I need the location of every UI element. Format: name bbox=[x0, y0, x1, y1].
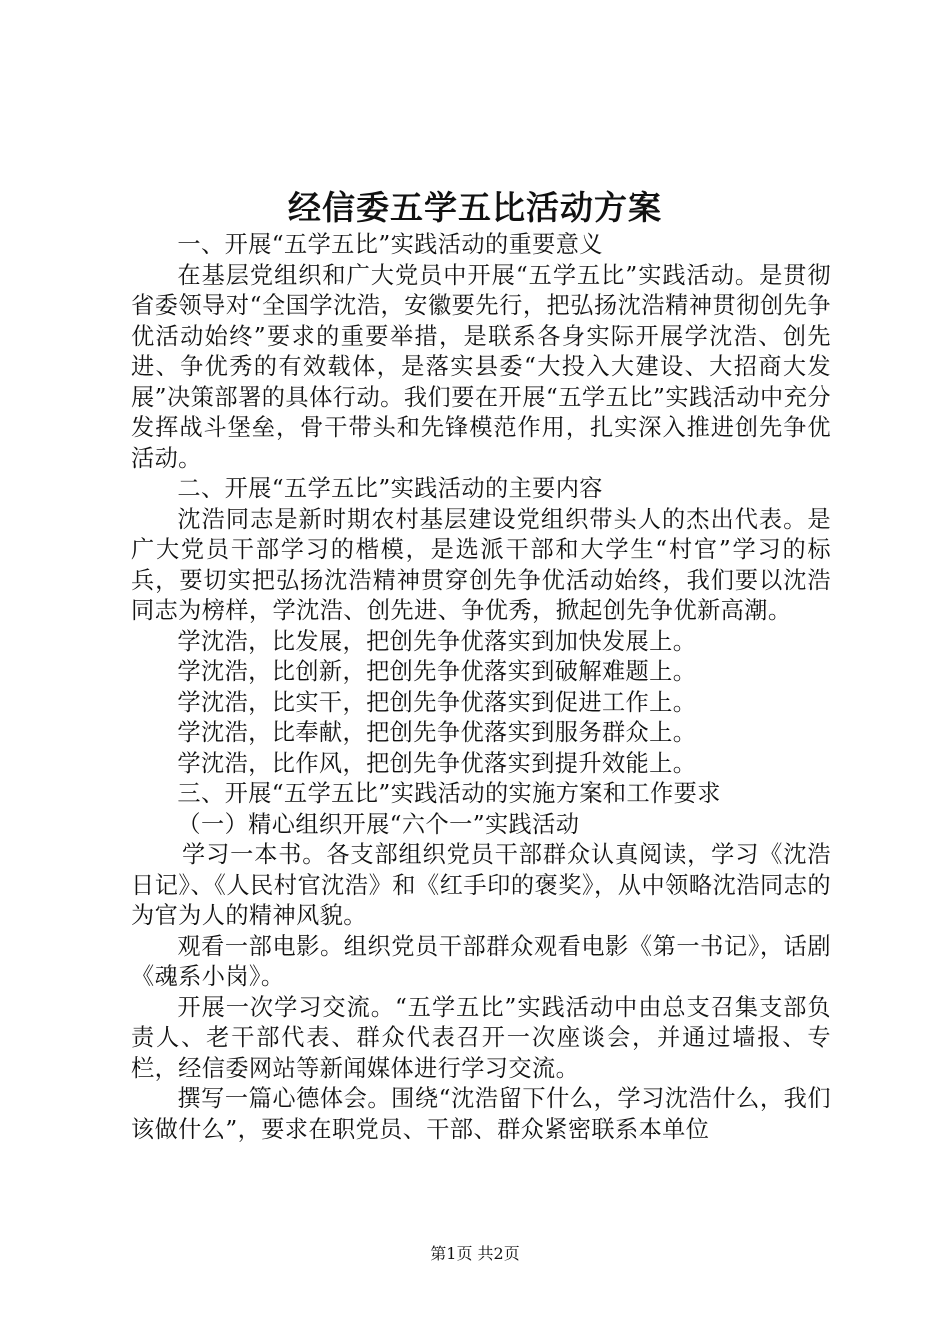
body-paragraph: 学习一本书。各支部组织党员干部群众认真阅读，学习《沈浩日记》、《人民村官沈浩》和《红手印的褒奖》，从中领略沈浩同志的为官为人的精神风貌。 bbox=[131, 841, 831, 929]
body-paragraph: 撰写一篇心德体会。围绕“沈浩留下什么，学习沈浩什么，我们该做什么”，要求在职党员、干部、群众紧密联系本单位 bbox=[131, 1085, 831, 1143]
body-paragraph: 开展一次学习交流。“五学五比”实践活动中由总支召集支部负责人、老干部代表、群众代表召开一次座谈会，并通过墙报、专栏，经信委网站等新闻媒体进行学习交流。 bbox=[131, 993, 831, 1082]
list-item: 学沈浩，比创新，把创先争优落实到破解难题上。 bbox=[177, 658, 697, 685]
page-footer: 第1页 共2页 bbox=[430, 1244, 520, 1263]
document-body bbox=[131, 230, 831, 1145]
list-item: 学沈浩，比作风，把创先争优落实到提升效能上。 bbox=[177, 749, 697, 777]
body-paragraph: 沈浩同志是新时期农村基层建设党组织带头人的杰出代表。是广大党员干部学习的楷模，是选派干部和大学生“村官”学习的标兵，要切实把弘扬沈浩精神贯穿创先争优活动始终，我们要以沈浩同志为榜样，学沈浩、创先进、争优秀，掀起创先争优新高潮。 bbox=[131, 505, 831, 624]
list-item: 学沈浩，比奉献，把创先争优落实到服务群众上。 bbox=[177, 719, 697, 746]
section-heading-1: 一、开展“五学五比”实践活动的重要意义 bbox=[177, 231, 603, 258]
body-paragraph: 观看一部电影。组织党员干部群众观看电影《第一书记》，话剧《魂系小岗》。 bbox=[131, 932, 831, 990]
body-paragraph: 在基层党组织和广大党员中开展“五学五比”实践活动。是贯彻省委领导对“全国学沈浩，安徽要先行，把弘扬沈浩精神贯彻创先争优活动始终”要求的重要举措，是联系各身实际开展学沈浩、创先进、争优秀的有效载体，是落实县委“大投入大建设、大招商大发展”决策部署的具体行动。我们要在开展“五学五比”实践活动中充分发挥战斗堡垒，骨干带头和先锋模范作用，扎实深入推进创先争优活动。 bbox=[131, 261, 831, 472]
section-heading-3: 三、开展“五学五比”实践活动的实施方案和工作要求 bbox=[177, 780, 721, 807]
list-item: 学沈浩，比实干，把创先争优落实到促进工作上。 bbox=[177, 688, 697, 716]
list-item: 学沈浩，比发展，把创先争优落实到加快发展上。 bbox=[177, 627, 697, 655]
section-heading-2: 二、开展“五学五比”实践活动的主要内容 bbox=[177, 475, 603, 502]
subsection-heading: （一）精心组织开展“六个一”实践活动 bbox=[177, 810, 580, 838]
document-title: 经信委五学五比活动方案 bbox=[288, 188, 662, 227]
